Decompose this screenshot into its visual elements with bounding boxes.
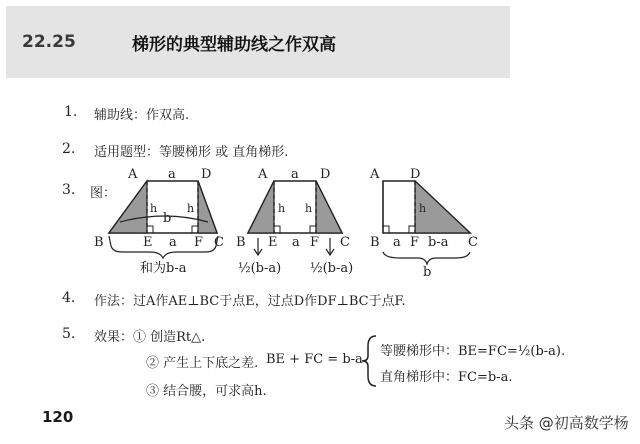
fig2-left-caption: ½(b-a) — [238, 261, 282, 276]
item-5-text: 效果：① 创造Rt△. — [94, 330, 206, 345]
fig1-label-B: B — [94, 235, 104, 250]
item-3-text: 图： — [90, 186, 117, 201]
fig3-label-h: h — [419, 202, 427, 215]
section-title: 梯形的典型辅助线之作双高 — [132, 35, 336, 55]
figure-2 — [236, 167, 353, 276]
page-number: 120 — [42, 408, 74, 426]
fig2-label-D: D — [320, 167, 331, 182]
fig1-label-C: C — [214, 235, 224, 250]
right-case: 直角梯形中：FC=b-a. — [380, 370, 513, 385]
fig2-label-A: A — [258, 167, 268, 182]
effect-2: ② 产生上下底之差. — [146, 356, 259, 371]
figure-1 — [94, 167, 224, 276]
item-3-number: 3. — [62, 182, 76, 198]
watermark — [504, 412, 629, 433]
fig1-label-A: A — [128, 167, 138, 182]
item-4-number: 4. — [62, 290, 76, 306]
fig1-label-D: D — [201, 167, 212, 182]
fig1-right-triangle — [198, 181, 217, 233]
fig2-label-a-bottom: a — [292, 235, 300, 250]
figure-stroke — [409, 226, 415, 233]
fig2-label-a-top: a — [291, 167, 299, 182]
figure-stroke — [383, 252, 470, 264]
fig3-label-a-bottom: a — [393, 235, 401, 250]
fig2-label-B: B — [236, 235, 246, 250]
item-2-text: 适用题型：等腰梯形 或 直角梯形. — [94, 145, 289, 160]
fig2-label-F: F — [310, 235, 320, 250]
figure-stroke — [310, 226, 316, 233]
figure-stroke — [383, 226, 389, 233]
figure-stroke — [192, 226, 198, 233]
figure-stroke — [147, 226, 153, 233]
fig3-label-F: F — [410, 235, 420, 250]
fig2-label-E: E — [268, 235, 278, 250]
fig3-label-D: D — [410, 167, 421, 182]
fig2-right-triangle — [316, 181, 342, 233]
fig1-label-h2: h — [187, 202, 195, 215]
fig3-label-B: B — [370, 235, 380, 250]
fig2-right-caption: ½(b-a) — [310, 261, 354, 276]
fig1-label-b: b — [163, 211, 172, 226]
fig3-label-C: C — [468, 235, 478, 250]
item-1-text: 辅助线：作双高. — [94, 108, 190, 123]
fig2-label-h2: h — [305, 202, 313, 215]
fig1-label-F: F — [194, 235, 204, 250]
item-5-number: 5. — [62, 326, 76, 342]
item-4-text: 作法：过A作AE⊥BC于点E，过点D作DF⊥BC于点F. — [94, 294, 406, 309]
isosceles-case: 等腰梯形中：BE=FC=½(b-a). — [380, 344, 566, 359]
fig1-caption: 和为b-a — [140, 261, 187, 276]
fig2-label-h1: h — [278, 202, 286, 215]
fig2-left-triangle — [248, 181, 274, 233]
effect-3: ③ 结合腰，可求高h. — [146, 384, 267, 399]
item-1-number: 1. — [64, 104, 78, 120]
fig1-label-E: E — [143, 235, 153, 250]
section-number: 22.25 — [22, 32, 76, 52]
fig1-label-a-top: a — [168, 167, 176, 182]
figure-3 — [369, 167, 478, 280]
fig3-label-seg: b-a — [428, 235, 449, 250]
watermark-text: 头条 @初高数学杨 — [504, 414, 629, 432]
fig3-label-b: b — [423, 265, 432, 280]
fig1-label-h1: h — [150, 202, 158, 215]
fig1-label-a-bottom: a — [169, 235, 177, 250]
figure-stroke — [274, 226, 280, 233]
item-2-number: 2. — [62, 141, 76, 157]
fig2-label-C: C — [340, 235, 350, 250]
effect-formula: BE + FC = b-a — [266, 352, 363, 367]
fig1-left-triangle — [109, 181, 147, 233]
fig3-label-A: A — [370, 167, 380, 182]
